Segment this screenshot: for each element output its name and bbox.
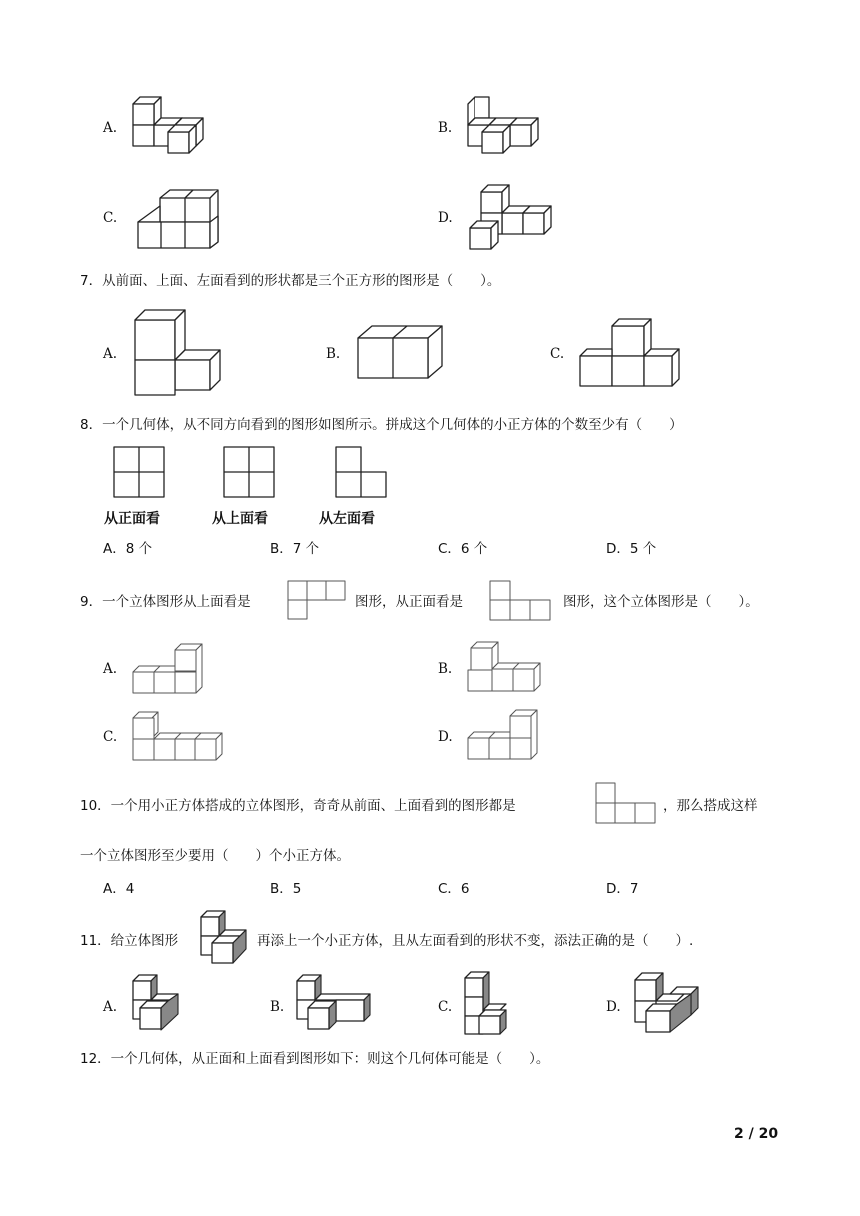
q8-view-label-front: 从正面看 bbox=[104, 511, 160, 527]
q11-option-a-label: A. bbox=[103, 999, 118, 1015]
q6-option-d-figure bbox=[465, 180, 565, 254]
q11-option-d-label: D. bbox=[606, 999, 621, 1015]
q9-option-c-label: C. bbox=[103, 729, 118, 745]
q6-option-c-figure bbox=[130, 186, 230, 252]
q10-option-b: B．5 bbox=[270, 881, 302, 897]
q11-question-part2: 再添上一个小正方体，且从左面看到的形状不变，添法正确的是（ ）. bbox=[257, 933, 694, 949]
q10-option-a: A．4 bbox=[103, 881, 135, 897]
q8-front-view-figure bbox=[112, 445, 166, 499]
q9-option-b-label: B. bbox=[438, 661, 453, 677]
q8-option-b: B．7 个 bbox=[270, 541, 320, 557]
q9-option-c-figure bbox=[130, 710, 225, 764]
q11-option-b-label: B. bbox=[270, 999, 285, 1015]
q11-option-c-figure bbox=[462, 970, 516, 1040]
q8-left-view-figure bbox=[334, 445, 388, 499]
cube bbox=[133, 97, 161, 125]
q12-question: 12．一个几何体，从正面和上面看到图形如下：则这个几何体可能是（ ）。 bbox=[80, 1051, 550, 1067]
q7-option-c-figure bbox=[577, 316, 687, 391]
q7-option-a-figure bbox=[130, 305, 225, 400]
q8-view-label-top: 从上面看 bbox=[212, 511, 268, 527]
q10-option-c: C．6 bbox=[438, 881, 470, 897]
q10-question-line2: 一个立体图形至少要用（ ）个小正方体。 bbox=[80, 848, 350, 864]
q9-option-d-figure bbox=[465, 708, 545, 764]
q9-option-a-figure bbox=[130, 642, 210, 696]
q11-option-b-figure bbox=[294, 972, 374, 1036]
q11-base-figure bbox=[198, 908, 252, 970]
page-number: 2 / 20 bbox=[734, 1126, 779, 1142]
q7-option-b-label: B. bbox=[326, 346, 341, 362]
q11-option-d-figure bbox=[632, 970, 702, 1040]
q6-option-c-label: C. bbox=[103, 210, 118, 226]
q8-option-a: A．8 个 bbox=[103, 541, 153, 557]
q11-option-a-figure bbox=[130, 972, 184, 1036]
q9-top-view-figure bbox=[287, 580, 347, 622]
q8-view-label-left: 从左面看 bbox=[319, 511, 375, 527]
q10-question-part2: ，那么搭成这样 bbox=[663, 798, 758, 814]
q8-option-c: C．6 个 bbox=[438, 541, 488, 557]
q6-option-b-label: B. bbox=[438, 120, 453, 136]
q10-option-d: D．7 bbox=[606, 881, 639, 897]
q8-question: 8．一个几何体，从不同方向看到的图形如图所示。拼成这个几何体的小正方体的个数至少有（ ） bbox=[80, 417, 683, 433]
q7-option-b-figure bbox=[352, 320, 447, 385]
q11-question-part1: 11．给立体图形 bbox=[80, 933, 179, 949]
q9-front-view-figure bbox=[489, 580, 553, 622]
q9-question-part3: 图形，这个立体图形是（ ）。 bbox=[563, 594, 759, 610]
q7-question: 7．从前面、上面、左面看到的形状都是三个正方形的图形是（ ）。 bbox=[80, 273, 501, 289]
q9-option-b-figure bbox=[465, 640, 545, 696]
q6-option-d-label: D. bbox=[438, 210, 453, 226]
q7-option-a-label: A. bbox=[103, 346, 118, 362]
q9-question-part1: 9．一个立体图形从上面看是 bbox=[80, 594, 251, 610]
q10-question-part1: 10．一个用小正方体搭成的立体图形，奇奇从前面、上面看到的图形都是 bbox=[80, 798, 516, 814]
q7-option-c-label: C. bbox=[550, 346, 565, 362]
q10-view-figure bbox=[595, 782, 659, 826]
q6-option-a-figure bbox=[130, 93, 210, 157]
q8-option-d: D．5 个 bbox=[606, 541, 657, 557]
q6-option-b-figure bbox=[465, 93, 545, 157]
q9-option-a-label: A. bbox=[103, 661, 118, 677]
q9-question-part2: 图形，从正面看是 bbox=[355, 594, 463, 610]
q11-option-c-label: C. bbox=[438, 999, 453, 1015]
q9-option-d-label: D. bbox=[438, 729, 453, 745]
q8-top-view-figure bbox=[222, 445, 276, 499]
q6-option-a-label: A. bbox=[103, 120, 118, 136]
